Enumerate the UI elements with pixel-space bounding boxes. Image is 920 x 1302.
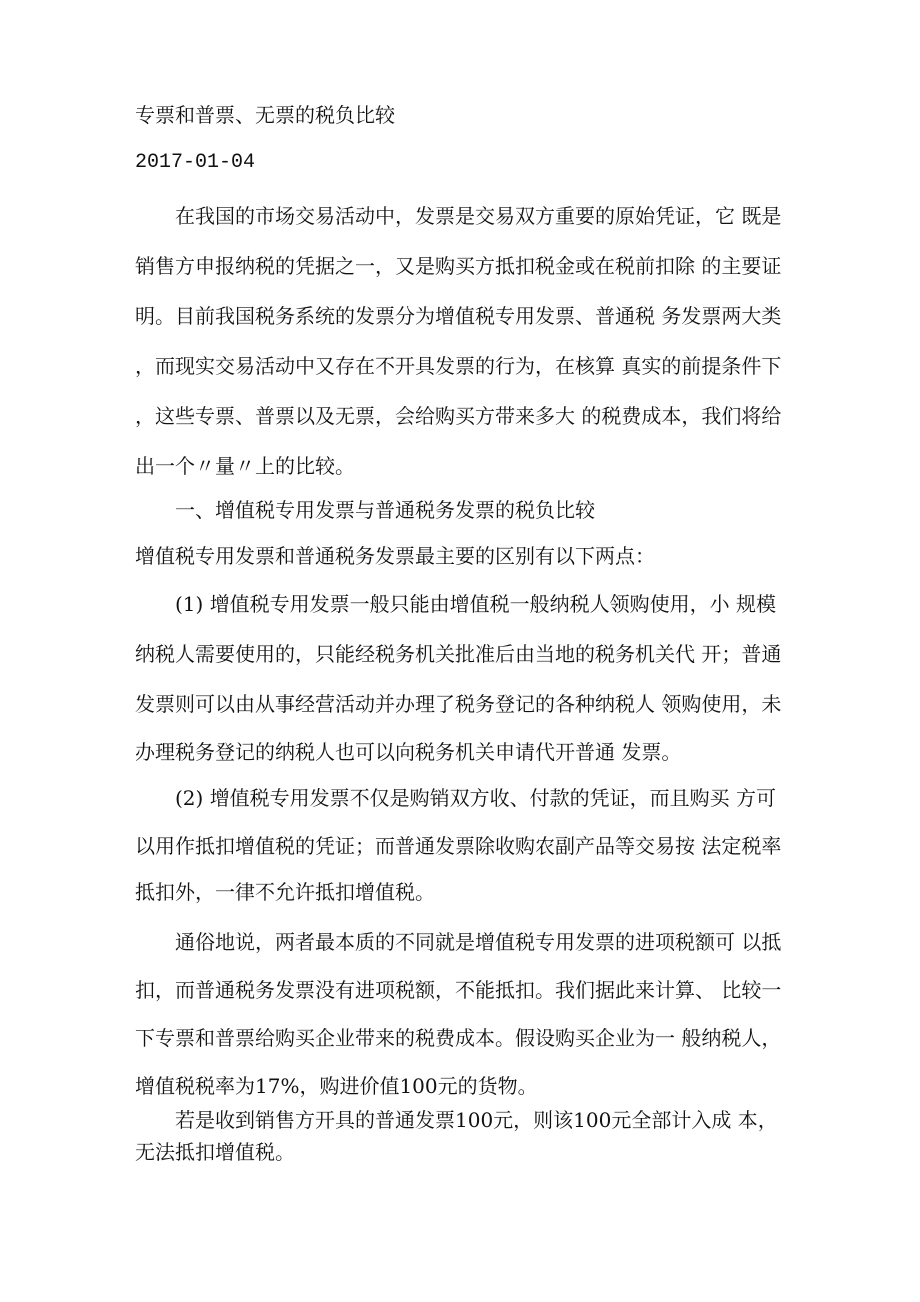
paragraph-line: 若是收到销售方开具的普通发票100元，则该100元全部计入成 本，: [175, 1108, 778, 1132]
document-title: 专票和普票、无票的税负比较: [135, 103, 395, 127]
paragraph-line: ，这些专票、普票以及无票，会给购买方带来多大 的税费成本，我们将给: [135, 404, 782, 428]
paragraph-line: (2) 增值税专用发票不仅是购销双方收、付款的凭证，而且购买 方可: [175, 786, 777, 810]
section-heading: 一、增值税专用发票与普通税务发票的税负比较: [175, 498, 595, 522]
paragraph-line: ，而现实交易活动中又存在不开具发票的行为，在核算 真实的前提条件下: [135, 354, 782, 378]
paragraph-line: 无法抵扣增值税。: [135, 1140, 295, 1164]
paragraph-line: 下专票和普票给购买企业带来的税费成本。假设购买企业为一 般纳税人，: [135, 1026, 782, 1050]
document-date: 2017-01-04: [135, 151, 256, 174]
paragraph-line: 办理税务登记的纳税人也可以向税务机关申请代开普通 发票。: [135, 740, 682, 764]
paragraph-line: 增值税税率为17%，购进价值100元的货物。: [135, 1074, 538, 1098]
paragraph-line: 发票则可以由从事经营活动并办理了税务登记的各种纳税人 领购使用，未: [135, 692, 782, 716]
paragraph-line: 通俗地说，两者最本质的不同就是增值税专用发票的进项税额可 以抵: [175, 930, 782, 954]
paragraph-line: 抵扣外，一律不允许抵扣增值税。: [135, 880, 435, 904]
paragraph-line: 扣，而普通税务发票没有进项税额，不能抵扣。我们据此来计算、 比较一: [135, 978, 782, 1002]
paragraph-line: 出一个〃量〃上的比较。: [135, 454, 355, 478]
paragraph-line: 在我国的市场交易活动中，发票是交易双方重要的原始凭证，它 既是: [175, 204, 782, 228]
paragraph-line: 增值税专用发票和普通税务发票最主要的区别有以下两点：: [135, 544, 655, 568]
paragraph-line: 纳税人需要使用的，只能经税务机关批准后由当地的税务机关代 开；普通: [135, 642, 782, 666]
paragraph-line: 明。目前我国税务系统的发票分为增值税专用发票、普通税 务发票两大类: [135, 304, 782, 328]
paragraph-line: 销售方申报纳税的凭据之一，又是购买方抵扣税金或在税前扣除 的主要证: [135, 254, 782, 278]
paragraph-line: 以用作抵扣增值税的凭证；而普通发票除收购农副产品等交易按 法定税率: [135, 834, 782, 858]
paragraph-line: (1) 增值税专用发票一般只能由增值税一般纳税人领购使用，小 规模: [175, 592, 777, 616]
